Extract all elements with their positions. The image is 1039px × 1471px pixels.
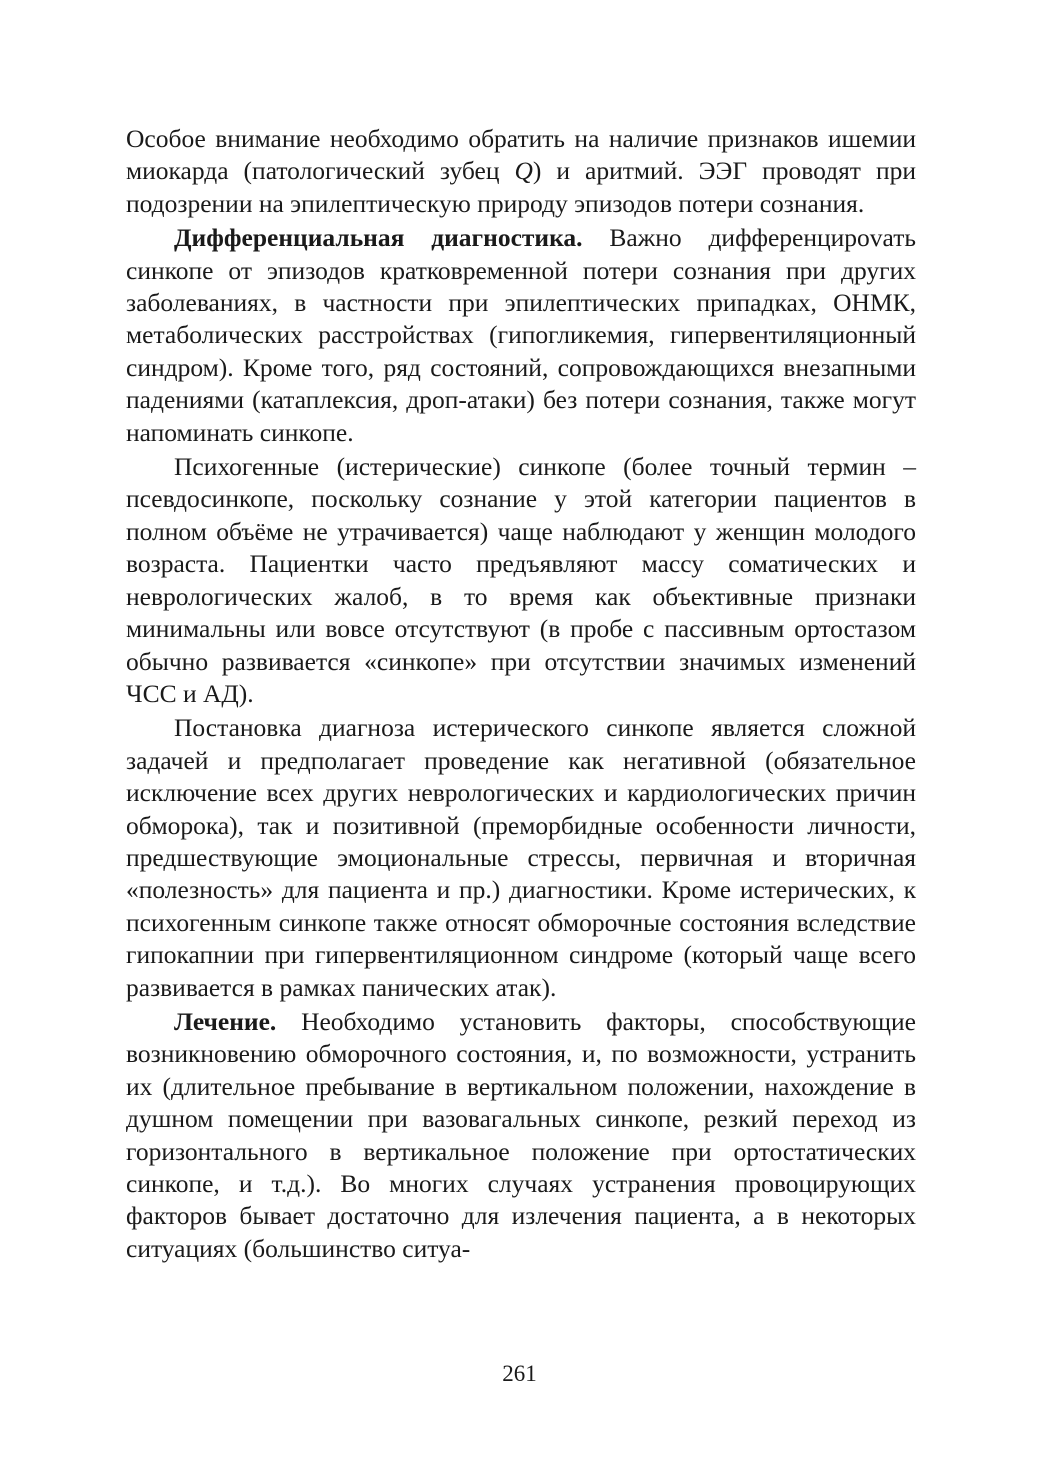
paragraph-treatment: [126, 1006, 916, 1265]
paragraph-differential-diagnosis: [126, 222, 916, 449]
paragraph-hysterical-syncope-diagnosis: [126, 712, 916, 1004]
paragraph-text-continued: ) и аритмий. ЭЭГ проводят при подозрении на эпилептическую природу эпизодов потери сознания.: [126, 156, 916, 218]
paragraph-text: Особое внимание необходимо обратить на наличие признаков ишемии миокарда (патологический зубец: [126, 124, 916, 186]
paragraph-text: Психогенные (истерические) синкопе (более точный термин – псевдосинкопе, поскольку сознание у этой категории пациентов в полном объёме не утрачивается) чаще наблюдают у женщин молодого возраста. Пациентки часто предъявляют массу соматических и неврологических жалоб, в то время как объективные признаки минимальны или вовсе отсутствуют (в пробе с пассивным ортостазом обычно развивается «синкопе» при отсутствии значимых изменений ЧСС и АД).: [126, 452, 916, 708]
page-number: 261: [502, 1361, 537, 1386]
paragraph-psychogenic-syncope: [126, 451, 916, 710]
section-heading-differential-diagnosis: Дифференциальная диагностика.: [174, 223, 583, 253]
paragraph-text: Постановка диагноза истерического синкопе является сложной задачей и предполагает проведение как негативной (обязательное исключение всех других неврологических и кардиологических причин обморока), так и позитивной (преморбидные особенности личности, предшествующие эмоциональные стрессы, первичная и вторичная «полезность» для пациента и пр.) диагностики. Кроме истерических, к психогенным синкопе также относят обморочные состояния вследствие гипокапнии при гипервентиляционном синдроме (который чаще всего развивается в рамках панических атак).: [126, 713, 916, 1002]
paragraph-text: Важно дифференцироvать синкопе от эпизодов кратковременной потери сознания при других заболеваниях, в частности при эпилептических припадках, ОНМК, метаболических расстройствах (гипогликемия, гипервентиляционный синдром). Кроме того, ряд состояний, сопровождающихся внезапными падениями (катаплексия, дроп-атаки) без потери сознания, также могут напоминать синкопе.: [126, 223, 916, 447]
paragraph-text: Необходимо установить факторы, способствующие возникновению обморочного состояния, и, по возможности, устранить их (длительное пребывание в вертикальном положении, нахождение в душном помещении при вазовагальных синкопе, резкий переход из горизонтального в вертикальное положение при ортостатических синкопе, и т.д.). Во многих случаях устранения провоцирующих факторов бывает достаточно для излечения пациента, а в некоторых ситуациях (большинство ситуа-: [126, 1006, 916, 1263]
paragraph-ecg-eeg: [126, 123, 916, 220]
page-body: [126, 123, 916, 1265]
q-wave-symbol: Q: [514, 156, 533, 186]
section-heading-treatment: Лечение.: [174, 1006, 277, 1036]
